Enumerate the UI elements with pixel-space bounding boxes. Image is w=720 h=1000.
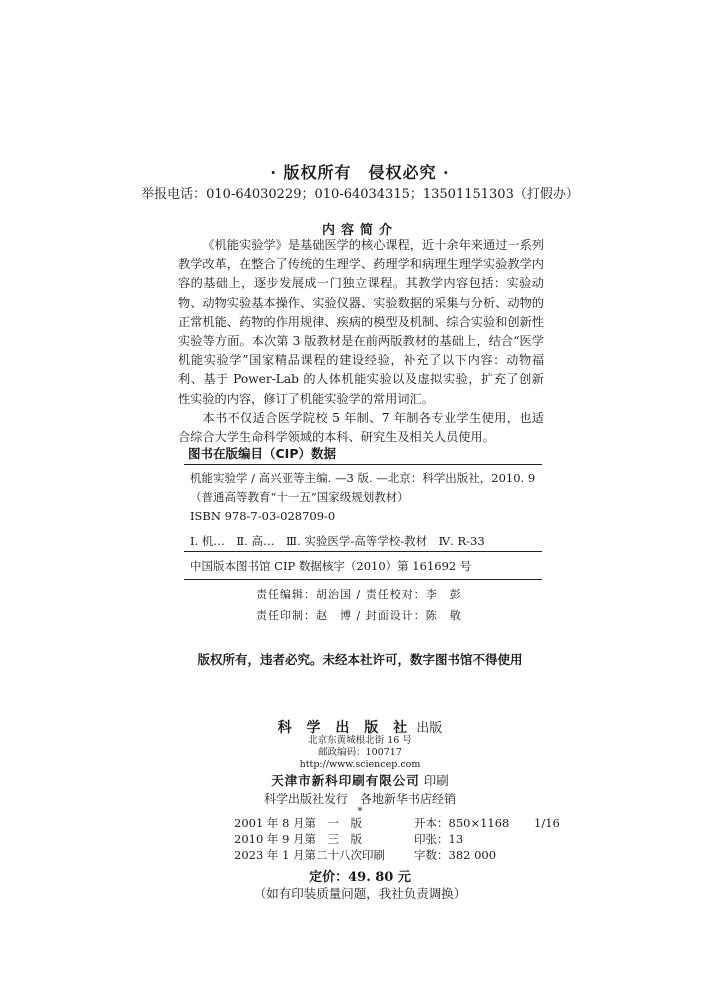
publisher-address: 北京东黄城根北街 16 号 — [308, 735, 412, 746]
edition-date: 2010 年 9 月第 三 版 — [234, 832, 363, 846]
cip-heading: 图书在版编目（CIP）数据 — [188, 446, 336, 461]
price: 定价：49. 80 元 — [309, 870, 411, 885]
edition-spec: 印张：13 — [414, 832, 464, 846]
publisher-line — [0, 717, 720, 737]
cip-line: （普通高等教育“十一五”国家级规划教材） — [190, 490, 409, 504]
edition-spec: 开本：850×1168 — [414, 816, 510, 830]
cip-line: ISBN 978-7-03-028709-0 — [190, 509, 336, 523]
editors-line: 责任印制：赵 博 / 封面设计：陈 敬 — [256, 609, 462, 622]
cip-line: 机能实验学 / 高兴亚等主编. —3 版. —北京：科学出版社，2010. 9 — [190, 471, 536, 485]
copyright-title: · 版权所有 侵权必究 · — [270, 163, 450, 182]
editors-line: 责任编辑：胡治国 / 责任校对：李 彭 — [256, 588, 462, 601]
cip-bottom-rule — [184, 579, 542, 580]
distribution-line: 科学出版社发行 各地新华书店经销 — [263, 792, 456, 806]
edition-row — [234, 847, 560, 863]
cip-classification: Ⅰ. 机… Ⅱ. 高… Ⅲ. 实验医学-高等学校-教材 Ⅳ. R-33 — [190, 534, 485, 548]
edition-row — [234, 831, 560, 847]
editors-credits — [256, 584, 462, 626]
cip-record-number: 中国版本图书馆 CIP 数据核字（2010）第 161692 号 — [190, 559, 472, 573]
price-note: （如有印装质量问题，我社负责调换） — [253, 886, 467, 901]
edition-table — [234, 815, 560, 863]
intro-body — [178, 236, 544, 447]
cip-block — [184, 444, 542, 580]
publisher-name: 科 学 出 版 社 — [277, 720, 413, 736]
intro-heading: 内容简介 — [321, 223, 398, 238]
printer-suffix: 印刷 — [419, 773, 449, 788]
edition-spec: 字数：382 000 — [414, 848, 497, 862]
edition-date: 2001 年 8 月第 一 版 — [234, 816, 363, 830]
intro-paragraph: 本书不仅适合医学院校 5 年制、7 年制各专业学生使用，也适合综合大学生命科学领域的本科、研究生及相关人员使用。 — [178, 410, 544, 445]
separator-asterisk: * — [357, 806, 363, 817]
intro-paragraph: 《机能实验学》是基础医学的核心课程，近十余年来通过一系列教学改革，在整合了传统的生理学、药理学和病理生理学实验教学内容的基础上，逐步发展成一门独立课程。其教学内容包括：实验动物、动物实验基本操作、实验仪器、实验数据的采集与分析、动物的正常机能、药物的作用规律、疾病的模型及机制、综合实验和创新性实验等方面。本次第 3 版教材是在前两版教材的基础上，结合“医学机能实验学”国家精品课程的建设经验，补充了以下内容：动物福利、基于 Power-Lab 的人体机能实验以及虚拟实验，扩充了创新性实验的内容，修订了机能实验学的常用词汇。 — [178, 238, 544, 406]
edition-row — [234, 815, 560, 831]
publisher-postcode: 邮政编码：100717 — [318, 747, 402, 758]
edition-date: 2023 年 1 月第二十八次印刷 — [234, 848, 386, 862]
cip-entry — [184, 465, 542, 551]
report-phone-line: 举报电话：010-64030229；010-64034315；13501151303（打假办） — [141, 187, 579, 202]
edition-extra: 1/16 — [534, 816, 560, 830]
publisher-suffix: 出版 — [412, 721, 443, 736]
publisher-website: http://www.sciencep.com — [299, 759, 421, 770]
rights-note: 版权所有，违者必究。未经本社许可，数字图书馆不得使用 — [197, 652, 523, 667]
printer-line — [0, 771, 720, 789]
printer-name: 天津市新科印刷有限公司 — [271, 773, 420, 788]
